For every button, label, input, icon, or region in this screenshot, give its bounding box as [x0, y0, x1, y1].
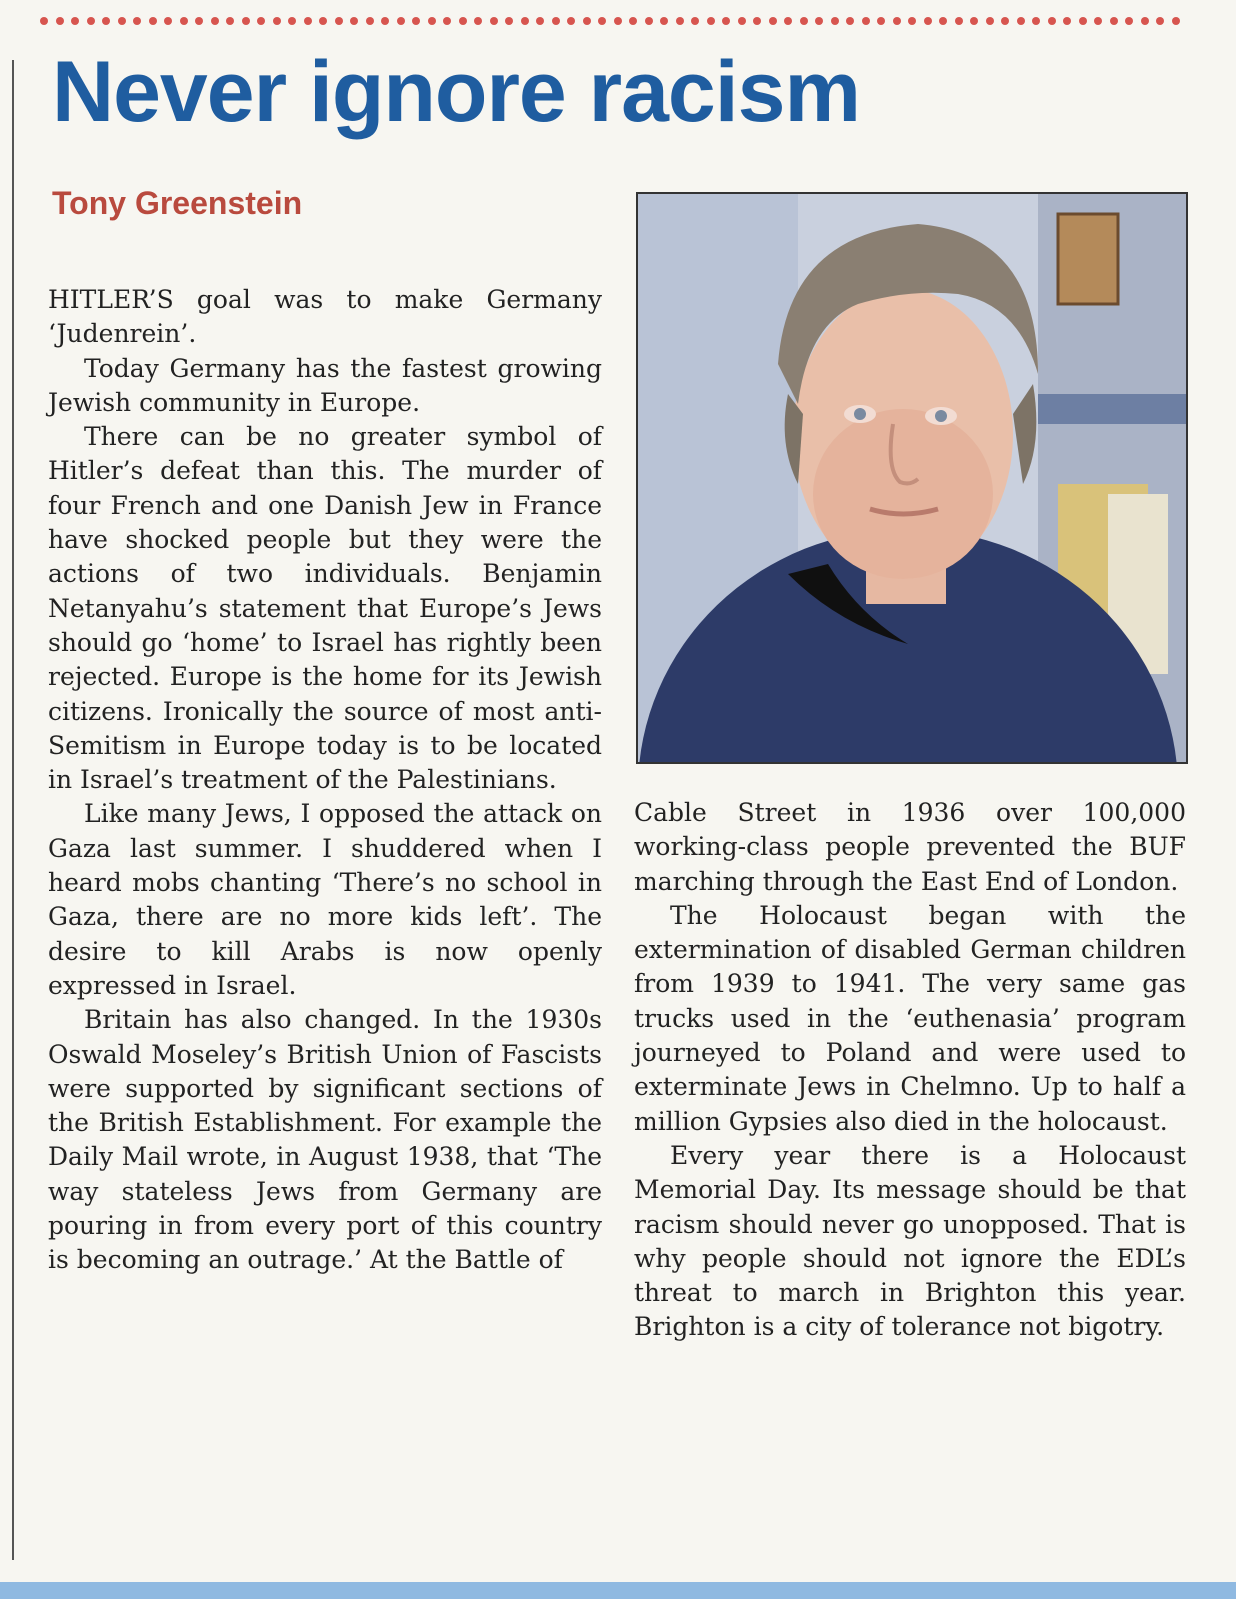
- decorative-dot: [707, 17, 715, 25]
- decorative-dot: [1110, 17, 1118, 25]
- decorative-dot: [87, 17, 95, 25]
- decorative-dot: [102, 17, 110, 25]
- paragraph: Cable Street in 1936 over 100,000 working-class people prevented the BUF marching through the East End of London.: [634, 798, 1186, 896]
- decorative-dot: [784, 17, 792, 25]
- decorative-dot: [242, 17, 250, 25]
- decorative-dot: [366, 17, 374, 25]
- decorative-dot: [1001, 17, 1009, 25]
- paragraph: Like many Jews, I opposed the attack on Gaza last summer. I shuddered when I heard mobs chanting ‘There’s no school in Gaza, there are no more kids left’. The desire to kill Arabs is now openly expressed in Israel.: [48, 799, 602, 1000]
- paragraph: Britain has also changed. In the 1930s Oswald Moseley’s British Union of Fascists were supported by significant sections of the British Establishment. For example the Daily Mail wrote, in August 1938, that ‘The way stateless Jews from Germany are pouring in from every port of this country is becoming an outrage.’ At the Battle of: [48, 1005, 602, 1275]
- decorative-dot: [226, 17, 234, 25]
- byline: Tony Greenstein: [52, 185, 303, 221]
- decorative-dot: [350, 17, 358, 25]
- decorative-dot: [877, 17, 885, 25]
- decorative-dot: [1094, 17, 1102, 25]
- decorative-dot: [738, 17, 746, 25]
- decorative-dot: [598, 17, 606, 25]
- paragraph: Every year there is a Holocaust Memorial Day. Its message should be that racism should never go unopposed. That is why people should not ignore the EDL’s threat to march in Brighton this year. Brighton is a city of tolerance not bigotry.: [634, 1140, 1186, 1342]
- decorative-dot: [676, 17, 684, 25]
- decorative-dot: [815, 17, 823, 25]
- decorative-dot: [133, 17, 141, 25]
- paragraph: There can be no greater symbol of Hitler’s defeat than this. The murder of four French and one Danish Jew in France have shocked people but they were the actions of two individuals. Benjamin Netanyahu’s statement that Europe’s Jews should go ‘home’ to Israel has rightly been rejected. Europe is the home for its Jewish citizens. Ironically the source of most anti-Semitism in Europe today is to be located in Israel’s treatment of the Palestinians.: [48, 422, 602, 795]
- portrait-illustration: [638, 194, 1186, 762]
- decorative-dot: [939, 17, 947, 25]
- decorative-dot: [970, 17, 978, 25]
- article-column-left: [48, 283, 602, 1278]
- decorative-dot: [304, 17, 312, 25]
- decorative-dot: [443, 17, 451, 25]
- decorative-dot: [893, 17, 901, 25]
- decorative-dot: [986, 17, 994, 25]
- decorative-dot: [180, 17, 188, 25]
- decorative-dot: [769, 17, 777, 25]
- decorative-dot-rule: [40, 10, 1190, 22]
- decorative-dot: [583, 17, 591, 25]
- decorative-dot: [288, 17, 296, 25]
- decorative-dot: [521, 17, 529, 25]
- decorative-dot: [459, 17, 467, 25]
- decorative-dot: [955, 17, 963, 25]
- decorative-dot: [381, 17, 389, 25]
- decorative-dot: [722, 17, 730, 25]
- decorative-dot: [474, 17, 482, 25]
- decorative-dot: [753, 17, 761, 25]
- decorative-dot: [273, 17, 281, 25]
- decorative-dot: [211, 17, 219, 25]
- decorative-dot: [552, 17, 560, 25]
- decorative-dot: [1079, 17, 1087, 25]
- decorative-dot: [567, 17, 575, 25]
- paragraph: The Holocaust began with the extermination of disabled German children from 1939 to 1941. The very same gas trucks used in the ‘euthenasia’ program journeyed to Poland and were used to exterminate Jews in Chelmno. Up to half a million Gypsies also died in the holocaust.: [634, 900, 1186, 1136]
- decorative-dot: [164, 17, 172, 25]
- decorative-dot: [691, 17, 699, 25]
- decorative-dot: [118, 17, 126, 25]
- paragraph: HITLER’S goal was to make Germany ‘Judenrein’.: [48, 285, 602, 349]
- decorative-dot: [1032, 17, 1040, 25]
- author-photo: [636, 192, 1188, 764]
- page-edge-band: [0, 1582, 1236, 1599]
- decorative-dot: [1063, 17, 1071, 25]
- decorative-dot: [1125, 17, 1133, 25]
- decorative-dot: [1141, 17, 1149, 25]
- decorative-dot: [397, 17, 405, 25]
- decorative-dot: [1172, 17, 1180, 25]
- decorative-dot: [1048, 17, 1056, 25]
- decorative-dot: [645, 17, 653, 25]
- decorative-dot: [1017, 17, 1025, 25]
- decorative-dot: [56, 17, 64, 25]
- decorative-dot: [505, 17, 513, 25]
- decorative-dot: [195, 17, 203, 25]
- decorative-dot: [614, 17, 622, 25]
- decorative-dot: [335, 17, 343, 25]
- column-rule: [12, 60, 14, 1560]
- decorative-dot: [846, 17, 854, 25]
- decorative-dot: [660, 17, 668, 25]
- decorative-dot: [257, 17, 265, 25]
- decorative-dot: [428, 17, 436, 25]
- decorative-dot: [319, 17, 327, 25]
- decorative-dot: [629, 17, 637, 25]
- decorative-dot: [536, 17, 544, 25]
- decorative-dot: [862, 17, 870, 25]
- decorative-dot: [71, 17, 79, 25]
- decorative-dot: [40, 17, 48, 25]
- article-column-right: [634, 796, 1186, 1345]
- decorative-dot: [412, 17, 420, 25]
- decorative-dot: [149, 17, 157, 25]
- decorative-dot: [490, 17, 498, 25]
- decorative-dot: [831, 17, 839, 25]
- decorative-dot: [1156, 17, 1164, 25]
- decorative-dot: [924, 17, 932, 25]
- paragraph: Today Germany has the fastest growing Jewish community in Europe.: [48, 353, 602, 417]
- decorative-dot: [908, 17, 916, 25]
- decorative-dot: [800, 17, 808, 25]
- headline: Never ignore racism: [52, 44, 860, 140]
